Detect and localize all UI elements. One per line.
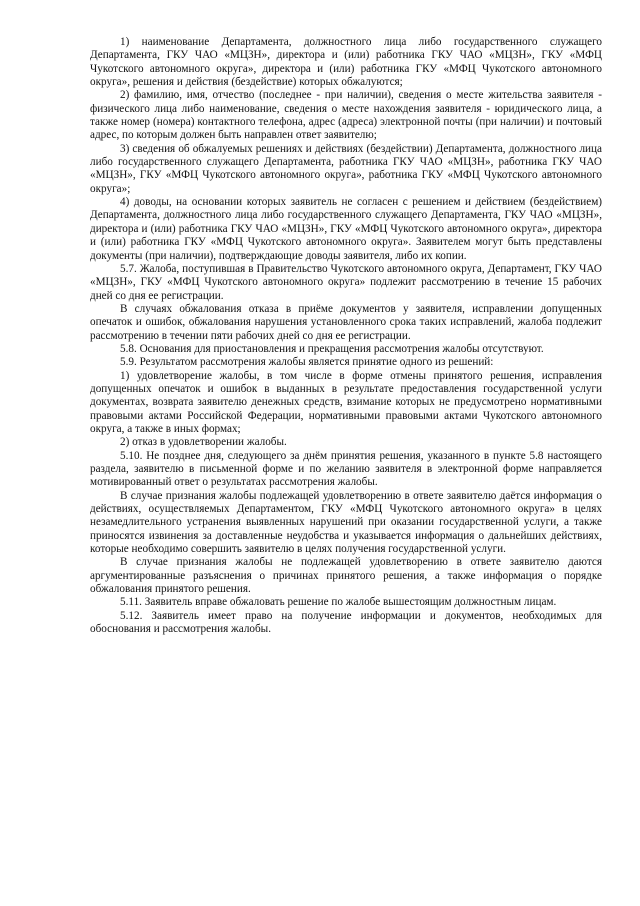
paragraph-complaint-item-4: 4) доводы, на основании которых заявитель не согласен с решением и действием (бездействием) Департамента, должностного лица либо государственного служащего Департамента, ГКУ ЧАО «МЦЗН», директора и (или) работника ГКУ ЧАО «МЦЗН», ГКУ «МФЦ Чукотского автономного округа», директора и (или) работника ГКУ «МФЦ Чукотского автономного округа». Заявителем могут быть представлены документы (при наличии), подтверждающие доводы заявителя, либо их копии. — [90, 196, 602, 262]
paragraph-decision-item-1: 1) удовлетворение жалобы, в том числе в форме отмены принятого решения, исправления допущенных опечаток и ошибок в выданных в результате предоставления государственной услуги документах, возврата заявителю денежных средств, взимание которых не предусмотрено нормативными правовыми актами Российской Федерации, нормативными правовыми актами Чукотского автономного округа, а также в иных формах; — [90, 369, 602, 435]
paragraph-section-5-8: 5.8. Основания для приостановления и прекращения рассмотрения жалобы отсутствуют. — [120, 342, 544, 355]
paragraph-complaint-satisfied: В случае признания жалобы подлежащей удовлетворению в ответе заявителю даётся информация о действиях, осуществляемых Департаментом, ГКУ «МФЦ Чукотского автономного округа» в целях незамедлительного устранения выявленных нарушений при оказании государственной услуги, а также приносятся извинения за доставленные неудобства и указывается информация о дальнейших действиях, которые необходимо совершить заявителю в целях получения государственной услуги. — [90, 489, 602, 556]
paragraph-decision-item-2: 2) отказ в удовлетворении жалобы. — [120, 436, 287, 449]
paragraph-complaint-rejected: В случае признания жалобы не подлежащей удовлетворению в ответе заявителю даются аргументированные разъяснения о причинах принятого решения, а также информация о порядке обжалования принятого решения. — [90, 556, 602, 596]
paragraph-complaint-item-1: 1) наименование Департамента, должностного лица либо государственного служащего Департамента, ГКУ ЧАО «МЦЗН», директора и (или) работника ГКУ ЧАО «МЦЗН», ГКУ «МФЦ Чукотского автономного округа», директора и (или) работника ГКУ «МФЦ Чукотского автономного округа», решения и действия (бездействие) которых обжалуются; — [90, 36, 602, 89]
paragraph-complaint-item-2: 2) фамилию, имя, отчество (последнее - при наличии), сведения о месте жительства заявителя - физического лица либо наименование, сведения о месте нахождения заявителя - юридического лица, а также номер (номера) контактного телефона, адрес (адреса) электронной почты (при наличии) и почтовый адрес, по которым должен быть направлен ответ заявителю; — [90, 89, 602, 142]
paragraph-section-5-10: 5.10. Не позднее дня, следующего за днём принятия решения, указанного в пункте 5.8 настоящего раздела, заявителю в письменной форме и по желанию заявителя в электронной форме направляется мотивированный ответ о результатах рассмотрения жалобы. — [90, 449, 602, 489]
paragraph-section-5-11: 5.11. Заявитель вправе обжаловать решение по жалобе вышестоящим должностным лицам. — [120, 596, 557, 609]
paragraph-section-5-7: 5.7. Жалоба, поступившая в Правительство Чукотского автономного округа, Департамент, ГКУ ЧАО «МЦЗН», ГКУ «МФЦ Чукотского автономного округа» подлежит рассмотрению в течение 15 рабочих дней со дня ее регистрации. — [90, 262, 602, 302]
paragraph-refusal-appeal: В случаях обжалования отказа в приёме документов у заявителя, исправлении допущенных опечаток и ошибок, обжалования нарушения установленного срока таких исправлений, жалоба подлежит рассмотрению в течении пяти рабочих дней со дня ее регистрации. — [90, 302, 602, 342]
paragraph-section-5-9: 5.9. Результатом рассмотрения жалобы является принятие одного из решений: — [120, 356, 494, 369]
paragraph-section-5-12: 5.12. Заявитель имеет право на получение информации и документов, необходимых для обоснования и рассмотрения жалобы. — [90, 609, 602, 636]
paragraph-complaint-item-3: 3) сведения об обжалуемых решениях и действиях (бездействии) Департамента, должностного лица либо государственного служащего Департамента, работника ГКУ ЧАО «МЦЗН», работника ГКУ ЧАО «МЦЗН», ГКУ «МФЦ Чукотского автономного округа», работника ГКУ «МФЦ Чукотского автономного округа»; — [90, 142, 602, 195]
